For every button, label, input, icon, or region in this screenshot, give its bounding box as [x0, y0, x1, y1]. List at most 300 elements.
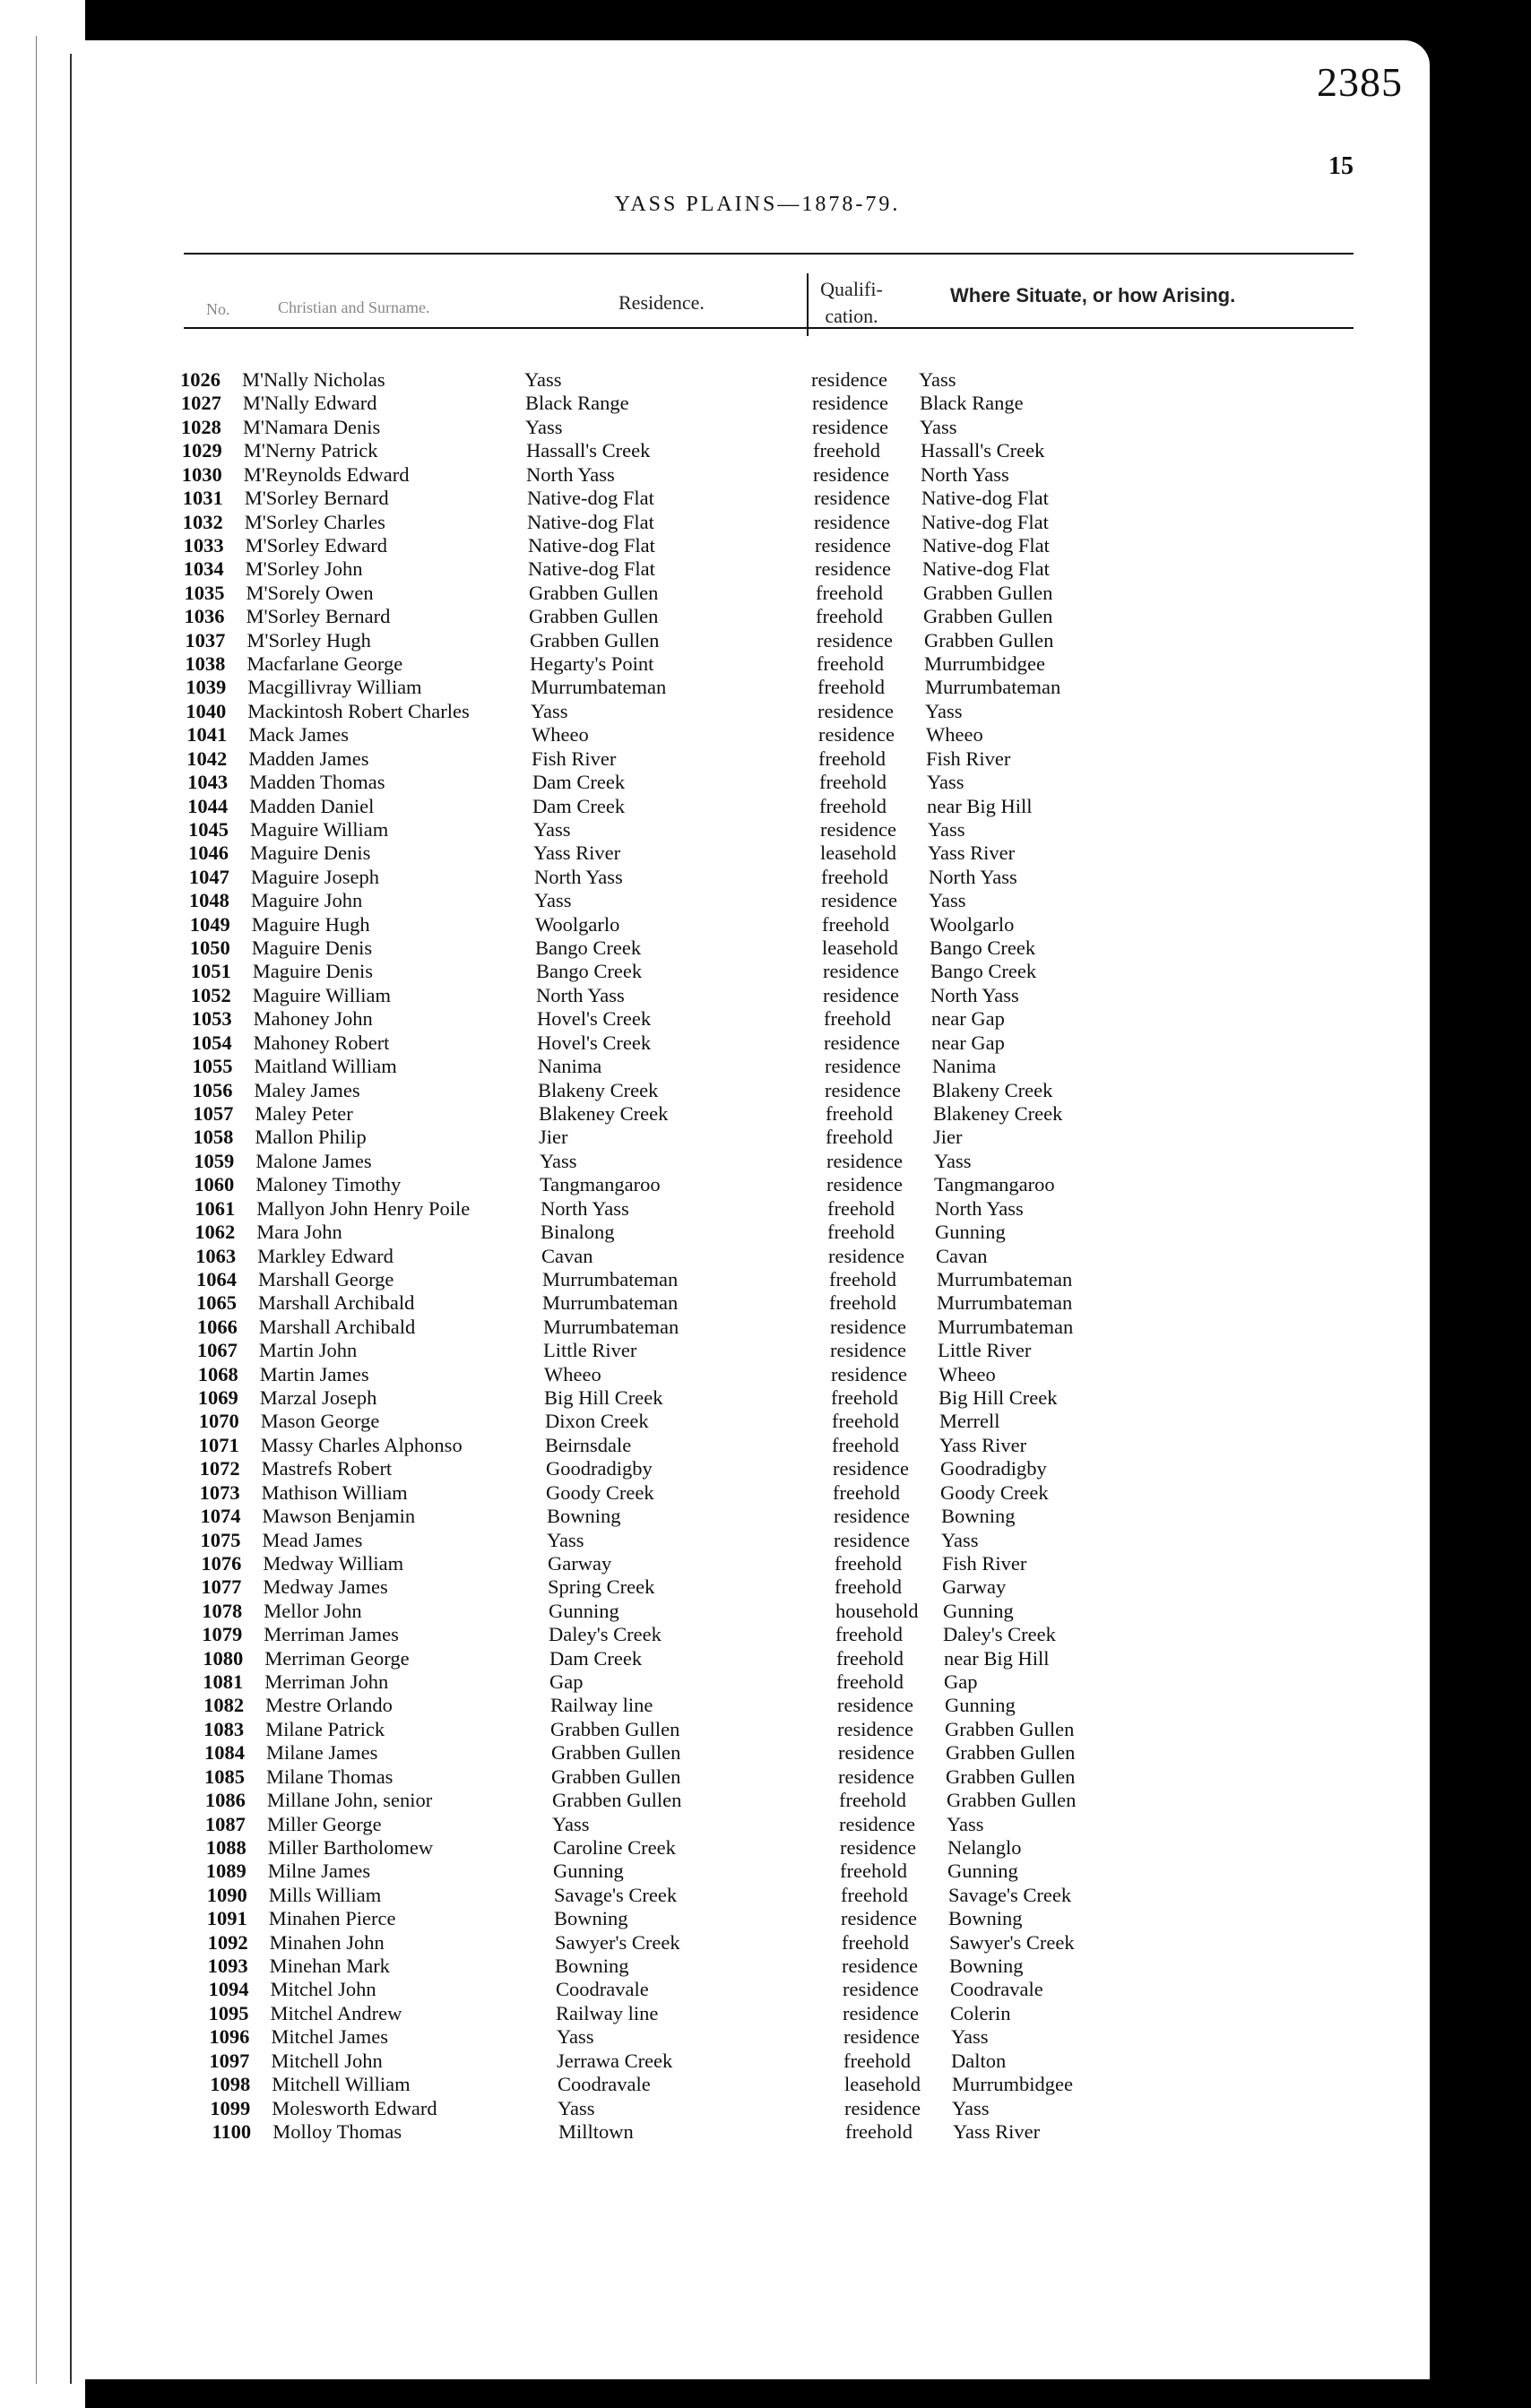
- elector-name: Madden Daniel: [249, 794, 375, 817]
- elector-name: Milane James: [266, 1741, 378, 1765]
- where-situate: Black Range: [920, 392, 1024, 415]
- table-row: [85, 1007, 1430, 1031]
- entry-number: 1070: [198, 1410, 239, 1433]
- table-row: [85, 1978, 1430, 2002]
- entry-number: 1075: [200, 1528, 241, 1551]
- qualification: freehold: [835, 1575, 902, 1599]
- residence: Native-dog Flat: [528, 533, 655, 557]
- qualification: freehold: [826, 1126, 893, 1149]
- table-row: [85, 1884, 1430, 1908]
- table-row: [85, 866, 1430, 890]
- table-row: [85, 2025, 1430, 2050]
- where-situate: Big Hill Creek: [938, 1386, 1058, 1409]
- where-situate: Fish River: [926, 747, 1011, 770]
- where-situate: Wheeo: [926, 723, 983, 747]
- where-situate: Gunning: [945, 1694, 1016, 1717]
- where-situate: near Gap: [931, 1031, 1005, 1054]
- table-row: [85, 1481, 1430, 1506]
- residence: Railway line: [556, 2001, 659, 2024]
- residence: Daley's Creek: [549, 1623, 662, 1646]
- qualification: residence: [826, 1173, 903, 1196]
- residence: Gunning: [549, 1599, 619, 1622]
- entry-number: 1078: [202, 1599, 243, 1622]
- where-situate: Murrumbateman: [938, 1315, 1074, 1338]
- entry-number: 1094: [208, 1978, 249, 2001]
- where-situate: Grabben Gullen: [946, 1765, 1076, 1788]
- where-situate: Blakeney Creek: [933, 1101, 1063, 1125]
- elector-name: Milane Patrick: [265, 1717, 385, 1740]
- elector-name: M'Sorley John: [245, 557, 363, 581]
- residence: Grabben Gullen: [552, 1789, 682, 1812]
- table-row: [85, 1316, 1430, 1340]
- residence: Grabben Gullen: [551, 1765, 681, 1788]
- entry-number: 1089: [205, 1860, 247, 1883]
- residence: Yass River: [533, 842, 621, 865]
- entry-number: 1079: [202, 1623, 243, 1646]
- table-row: [85, 723, 1430, 747]
- elector-name: Mills William: [268, 1883, 382, 1906]
- where-situate: Murrumbidgee: [952, 2073, 1073, 2096]
- elector-name: Marshall George: [258, 1267, 394, 1290]
- where-situate: Woolgarlo: [930, 912, 1015, 936]
- table-row: [85, 2050, 1430, 2074]
- elector-name: Markley Edward: [257, 1244, 394, 1267]
- where-situate: Savage's Creek: [948, 1883, 1072, 1906]
- table-row: [85, 1268, 1430, 1292]
- residence: Blakeny Creek: [538, 1078, 659, 1101]
- residence: Nanima: [538, 1055, 602, 1078]
- table-row: [85, 1150, 1430, 1174]
- entry-number: 1034: [183, 557, 224, 581]
- qualification: freehold: [826, 1101, 893, 1125]
- entry-number: 1099: [210, 2096, 251, 2119]
- elector-name: Malone James: [255, 1149, 372, 1172]
- residence: Bango Creek: [536, 960, 643, 983]
- page-title: YASS PLAINS—1878-79.: [614, 193, 901, 216]
- entry-number: 1053: [191, 1007, 232, 1031]
- elector-name: Miller Bartholomew: [267, 1835, 434, 1859]
- entry-number: 1083: [203, 1717, 245, 1740]
- where-situate: Yass: [929, 889, 966, 912]
- qualification: residence: [844, 2096, 921, 2119]
- qualification: freehold: [832, 1410, 899, 1433]
- table-row: [85, 1505, 1430, 1529]
- elector-name: Minahen John: [269, 1930, 385, 1954]
- entry-number: 1095: [208, 2001, 249, 2024]
- where-situate: North Yass: [935, 1196, 1024, 1220]
- residence: Little River: [543, 1339, 637, 1362]
- qualification: residence: [830, 1315, 906, 1338]
- where-situate: Native-dog Flat: [921, 510, 1049, 533]
- where-situate: Murrumbateman: [937, 1267, 1073, 1290]
- entry-number: 1045: [188, 817, 229, 841]
- qualification: residence: [824, 1031, 900, 1054]
- qualification: residence: [843, 2025, 920, 2049]
- residence: Coodravale: [556, 1978, 649, 2001]
- elector-name: Maguire Joseph: [250, 865, 379, 888]
- elector-name: Merriman George: [264, 1646, 410, 1670]
- where-situate: Murrumbateman: [925, 676, 1061, 699]
- residence: Yass: [533, 817, 571, 841]
- where-situate: Yass River: [953, 2120, 1041, 2143]
- qualification: residence: [814, 510, 890, 533]
- where-situate: Yass: [941, 1528, 979, 1551]
- qualification: freehold: [816, 605, 883, 628]
- table-row: [85, 2120, 1430, 2145]
- qualification: residence: [812, 392, 888, 415]
- residence: Goodradigby: [546, 1457, 653, 1480]
- table-row: [85, 1221, 1430, 1245]
- table-row: [85, 2002, 1430, 2026]
- residence: Dam Creek: [549, 1646, 643, 1670]
- elector-name: Milane Thomas: [266, 1765, 394, 1788]
- where-situate: North Yass: [921, 462, 1009, 486]
- where-situate: Bango Creek: [930, 960, 1037, 983]
- table-row: [85, 2097, 1430, 2121]
- table-row: [85, 1410, 1430, 1434]
- where-situate: Grabben Gullen: [947, 1789, 1077, 1812]
- elector-name: Mallyon John Henry Poile: [256, 1196, 471, 1220]
- elector-name: Martin James: [259, 1362, 369, 1385]
- where-situate: Gunning: [947, 1860, 1018, 1883]
- table-row: [85, 747, 1430, 772]
- elector-name: Merriman James: [264, 1623, 399, 1646]
- residence: Yass: [534, 889, 572, 912]
- entry-number: 1091: [206, 1907, 247, 1930]
- table-row: [85, 1102, 1430, 1126]
- table-row: [85, 652, 1430, 677]
- where-situate: Cavan: [936, 1244, 988, 1267]
- table-row: [85, 1363, 1430, 1387]
- table-row: [85, 557, 1430, 582]
- entry-number: 1052: [190, 983, 231, 1006]
- residence: Murrumbateman: [542, 1267, 679, 1290]
- qualification: freehold: [821, 865, 888, 888]
- table-row: [85, 1575, 1430, 1600]
- residence: Tangmangaroo: [540, 1173, 661, 1196]
- qualification: residence: [831, 1362, 907, 1385]
- elector-name: Madden James: [248, 747, 369, 770]
- elector-name: Molloy Thomas: [272, 2120, 402, 2143]
- entry-number: 1037: [185, 628, 226, 652]
- entry-number: 1096: [209, 2025, 250, 2049]
- where-situate: Nelanglo: [947, 1835, 1022, 1859]
- elector-name: Medway William: [263, 1551, 404, 1575]
- entry-number: 1082: [203, 1694, 245, 1717]
- where-situate: Grabben Gullen: [924, 628, 1054, 652]
- where-situate: Native-dog Flat: [922, 557, 1050, 581]
- table-row: [85, 1291, 1430, 1316]
- qualification: freehold: [813, 439, 880, 462]
- residence: Dam Creek: [532, 794, 626, 817]
- qualification: residence: [812, 415, 888, 438]
- entry-number: 1088: [205, 1835, 247, 1859]
- residence: Native-dog Flat: [528, 557, 655, 581]
- residence: Hegarty's Point: [530, 652, 654, 676]
- qualification: residence: [817, 628, 893, 652]
- header-residence: Residence.: [618, 291, 705, 314]
- elector-name: Marzal Joseph: [259, 1386, 377, 1409]
- elector-name: Medway James: [263, 1575, 388, 1599]
- elector-name: Minehan Mark: [269, 1955, 390, 1978]
- table-row: [85, 1860, 1430, 1884]
- qualification: residence: [818, 723, 895, 747]
- elector-name: Milne James: [267, 1860, 371, 1883]
- entry-number: 1064: [196, 1267, 237, 1290]
- qualification: residence: [834, 1528, 910, 1551]
- entry-number: 1035: [184, 581, 225, 604]
- elector-name: Maguire William: [250, 817, 389, 841]
- residence: Grabben Gullen: [550, 1717, 680, 1740]
- residence: Jier: [539, 1126, 568, 1149]
- entry-number: 1087: [204, 1812, 246, 1835]
- residence: Wheeo: [544, 1362, 601, 1385]
- table-row: [85, 605, 1430, 629]
- entry-number: 1039: [186, 676, 227, 699]
- residence: North Yass: [534, 865, 623, 888]
- entry-number: 1048: [188, 889, 229, 912]
- elector-name: Macfarlane George: [247, 652, 403, 676]
- table-row: [85, 795, 1430, 819]
- where-situate: near Gap: [931, 1007, 1005, 1031]
- where-situate: near Big Hill: [944, 1646, 1050, 1670]
- page-number: 2385: [1317, 59, 1403, 105]
- elector-name: M'Sorley Edward: [245, 533, 387, 557]
- qualification: freehold: [824, 1007, 891, 1031]
- elector-name: Mahoney John: [253, 1007, 373, 1031]
- elector-name: Mitchel Andrew: [270, 2001, 402, 2024]
- where-situate: Little River: [938, 1339, 1032, 1362]
- where-situate: Native-dog Flat: [922, 533, 1050, 557]
- table-row: [85, 368, 1430, 393]
- qualification: freehold: [835, 1551, 902, 1575]
- elector-name: Mastrefs Robert: [261, 1457, 393, 1480]
- residence: Blakeney Creek: [539, 1101, 669, 1125]
- where-situate: Nanima: [932, 1055, 997, 1078]
- where-situate: Gap: [944, 1670, 978, 1694]
- residence: Yass: [552, 1812, 590, 1835]
- header-no: No.: [206, 300, 230, 318]
- entry-number: 1059: [194, 1149, 235, 1172]
- where-situate: Yass: [928, 817, 965, 841]
- entry-number: 1056: [192, 1078, 233, 1101]
- qualification: residence: [840, 1835, 916, 1859]
- qualification: leasehold: [844, 2073, 921, 2096]
- residence: Dam Creek: [532, 771, 626, 794]
- elector-name: Mathison William: [261, 1480, 408, 1504]
- elector-name: Minahen Pierce: [268, 1907, 396, 1930]
- residence: Yass: [531, 699, 568, 722]
- residence: Gunning: [553, 1860, 624, 1883]
- table-row: [85, 889, 1430, 913]
- table-row: [85, 511, 1430, 535]
- table-row: [85, 1529, 1430, 1553]
- residence: Savage's Creek: [554, 1883, 678, 1906]
- elector-name: Mitchel John: [270, 1978, 376, 2001]
- qualification: freehold: [840, 1860, 907, 1883]
- table-row: [85, 700, 1430, 724]
- residence: Yass: [540, 1149, 577, 1172]
- binding-margin: [0, 0, 85, 2408]
- table-row: [85, 1765, 1430, 1790]
- entry-number: 1085: [204, 1765, 245, 1788]
- residence: Native-dog Flat: [527, 510, 654, 533]
- residence: Murrumbateman: [531, 676, 667, 699]
- entry-number: 1100: [212, 2120, 252, 2143]
- residence: Bowning: [555, 1955, 629, 1978]
- table-row: [85, 534, 1430, 558]
- table-row: [85, 1789, 1430, 1813]
- table-row: [85, 1457, 1430, 1481]
- table-row: [85, 1197, 1430, 1221]
- table-row: [85, 676, 1430, 700]
- qualification: residence: [823, 983, 899, 1006]
- qualification: freehold: [836, 1670, 904, 1694]
- qualification: residence: [815, 533, 891, 557]
- binding-edge: [36, 36, 37, 2384]
- where-situate: North Yass: [929, 865, 1017, 888]
- residence: Yass: [547, 1528, 584, 1551]
- entry-number: 1073: [199, 1480, 240, 1504]
- where-situate: Yass: [952, 2096, 990, 2119]
- entry-number: 1042: [186, 747, 228, 770]
- table-row: [85, 1079, 1430, 1103]
- entry-number: 1068: [197, 1362, 238, 1385]
- table-row: [85, 1552, 1430, 1576]
- residence: Spring Creek: [548, 1575, 655, 1599]
- table-row: [85, 1836, 1430, 1860]
- entry-number: 1031: [182, 487, 223, 510]
- where-situate: Native-dog Flat: [921, 487, 1049, 510]
- entry-number: 1028: [180, 415, 221, 438]
- qualification: residence: [825, 1078, 901, 1101]
- entry-number: 1029: [181, 439, 222, 462]
- qualification: freehold: [841, 1883, 908, 1906]
- qualification: residence: [828, 1244, 904, 1267]
- qualification: freehold: [836, 1646, 904, 1670]
- entry-number: 1063: [195, 1244, 237, 1267]
- qualification: residence: [830, 1339, 906, 1362]
- qualification: residence: [834, 1505, 910, 1528]
- qualification: residence: [814, 487, 890, 510]
- qualification: residence: [826, 1149, 903, 1172]
- entry-number: 1051: [190, 960, 231, 983]
- entry-number: 1072: [199, 1457, 240, 1480]
- where-situate: Murrumbidgee: [924, 652, 1045, 676]
- table-row: [85, 842, 1430, 866]
- document-page: [85, 40, 1430, 2379]
- entry-number: 1090: [206, 1883, 247, 1906]
- entry-number: 1032: [182, 510, 223, 533]
- residence: North Yass: [536, 983, 625, 1006]
- elector-name: Mason George: [260, 1410, 380, 1433]
- where-situate: Grabben Gullen: [946, 1741, 1076, 1765]
- where-situate: near Big Hill: [927, 794, 1033, 817]
- entry-number: 1040: [186, 699, 227, 722]
- header-where: Where Situate, or how Arising.: [950, 284, 1236, 306]
- sheet-number: 15: [1328, 152, 1354, 180]
- elector-name: Maitland William: [254, 1055, 397, 1078]
- qualification: freehold: [818, 747, 886, 770]
- table-row: [85, 984, 1430, 1008]
- qualification: leasehold: [820, 842, 896, 865]
- qualification: residence: [823, 960, 899, 983]
- table-row: [85, 629, 1430, 653]
- elector-name: Maguire Denis: [251, 936, 373, 960]
- table-row: [85, 1647, 1430, 1671]
- elector-name: Marshall Archibald: [258, 1291, 415, 1315]
- elector-name: M'Sorley Charles: [244, 510, 385, 533]
- qualification: freehold: [845, 2120, 913, 2143]
- where-situate: Dalton: [951, 2049, 1007, 2072]
- entry-number: 1033: [183, 533, 224, 557]
- entry-number: 1038: [185, 652, 226, 676]
- where-situate: Wheeo: [938, 1362, 996, 1385]
- elector-name: Mellor John: [264, 1599, 362, 1622]
- entry-number: 1050: [189, 936, 230, 960]
- where-situate: Coodravale: [950, 1978, 1043, 2001]
- table-row: [85, 1741, 1430, 1765]
- table-row: [85, 936, 1430, 961]
- entry-number: 1084: [204, 1741, 245, 1765]
- entry-number: 1061: [195, 1196, 236, 1220]
- qualification: leasehold: [822, 936, 898, 960]
- qualification: freehold: [829, 1291, 896, 1315]
- where-situate: Yass: [925, 699, 963, 722]
- table-row: [85, 1173, 1430, 1197]
- elector-name: M'Reynolds Edward: [243, 462, 410, 486]
- elector-name: Maguire Denis: [250, 842, 371, 865]
- elector-name: M'Nerny Patrick: [243, 439, 378, 462]
- elector-name: Mack James: [248, 723, 350, 747]
- where-situate: Grabben Gullen: [923, 581, 1053, 604]
- entry-number: 1036: [184, 605, 225, 628]
- qualification: freehold: [842, 1930, 909, 1954]
- elector-name: M'Namara Denis: [242, 415, 381, 438]
- table-row: [85, 960, 1430, 984]
- where-situate: Gunning: [943, 1599, 1014, 1622]
- where-situate: Gunning: [935, 1221, 1006, 1244]
- elector-name: Mitchell John: [271, 2049, 383, 2072]
- qualification: freehold: [827, 1196, 895, 1220]
- elector-name: Mitchel James: [271, 2025, 388, 2049]
- residence: Wheeo: [532, 723, 589, 747]
- residence: Woolgarlo: [535, 912, 620, 936]
- where-situate: Bowning: [941, 1505, 1016, 1528]
- binding-gutter-line: [70, 54, 72, 2384]
- entry-number: 1066: [196, 1315, 238, 1338]
- elector-name: M'Nally Edward: [242, 392, 377, 415]
- qualification: residence: [842, 1955, 918, 1978]
- entry-number: 1071: [198, 1433, 239, 1456]
- residence: Murrumbateman: [543, 1315, 679, 1338]
- entry-number: 1086: [204, 1789, 246, 1812]
- qualification: residence: [833, 1457, 909, 1480]
- entry-number: 1030: [181, 462, 222, 486]
- residence: Black Range: [525, 392, 629, 415]
- qualification: residence: [838, 1765, 914, 1788]
- residence: Jerrawa Creek: [557, 2049, 673, 2072]
- elector-name: Mackintosh Robert Charles: [247, 699, 470, 722]
- table-row: [85, 1339, 1430, 1363]
- where-situate: Grabben Gullen: [923, 605, 1053, 628]
- elector-name: M'Nally Nicholas: [242, 368, 385, 391]
- elector-name: Marshall Archibald: [258, 1315, 416, 1338]
- residence: Railway line: [550, 1694, 653, 1717]
- residence: Goody Creek: [546, 1480, 654, 1504]
- table-row: [85, 416, 1430, 440]
- elector-name: Mestre Orlando: [265, 1694, 393, 1717]
